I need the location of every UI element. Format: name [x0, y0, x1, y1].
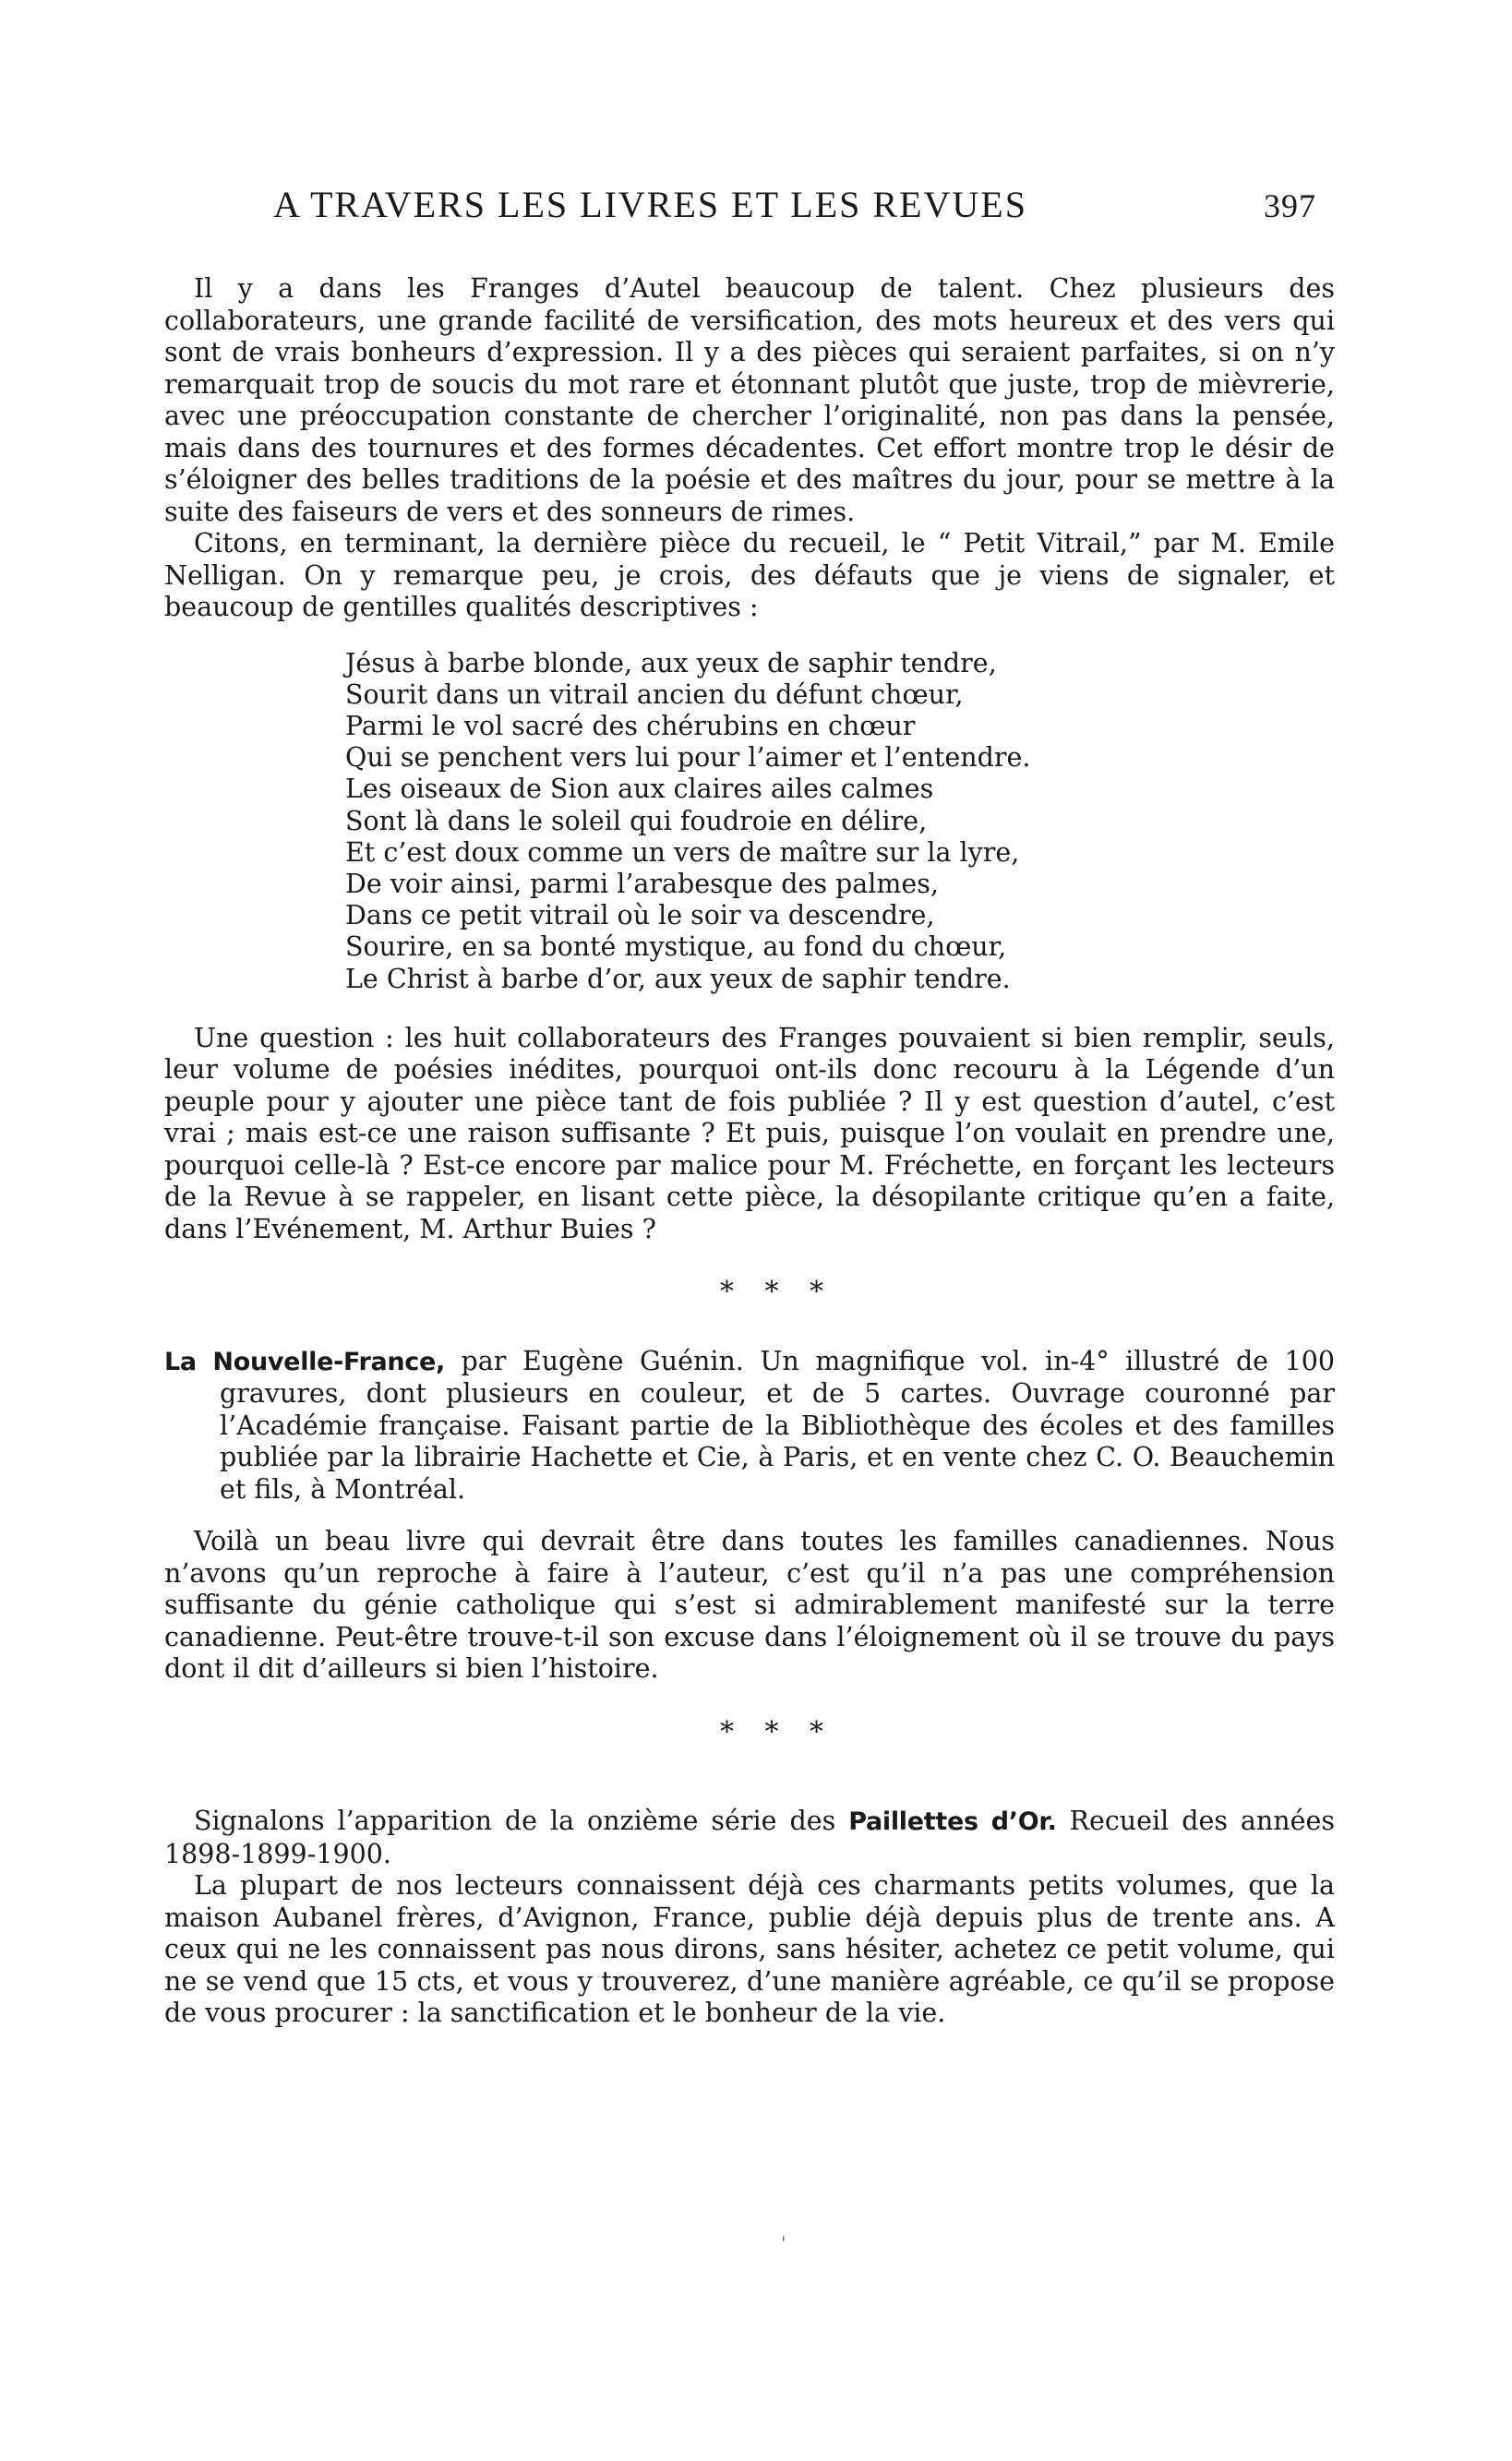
poem-line: De voir ainsi, parmi l’arabesque des palmes, — [345, 868, 939, 899]
entry-title: La Nouvelle-France, — [164, 1347, 445, 1376]
entry-nouvelle-france — [164, 1346, 1335, 1507]
page-number: 397 — [1264, 187, 1316, 224]
paragraph-paillettes-review: La plupart de nos lecteurs connaissent déjà ces charmants petits volumes, que la maison Aubanel frères, d’Avignon, France, publie déjà depuis plus de trente ans. A ceux qui ne les connaissent pas nous dirons, sans hésiter, achetez ce petit volume, qui ne se vend que 15 cts, et vous y trouverez, d’une manière agréable, ce qu’il se propose de vous procurer : la sanctification et le bonheur de la vie. — [164, 1870, 1335, 2029]
poem-line: Les oiseaux de Sion aux claires ailes calmes — [345, 774, 934, 805]
poem-petit-vitrail — [345, 648, 1335, 995]
poem-line: Jésus à barbe blonde, aux yeux de saphir tendre, — [345, 647, 997, 678]
paragraph-question: Une question : les huit collaborateurs des Franges pouvaient si bien remplir, seuls, leur volume de poésies inédites, pourquoi ont-ils donc recouru à la Légende d’un peuple pour y ajouter une pièce tant de fois publiée ? Il y est question d’autel, c’est vrai ; mais est-ce une raison suffisante ? Et puis, puisque l’on voulait en prendre une, pourquoi celle-là ? Est-ce encore par malice pour M. Fréchette, en forçant les lecteurs de la Revue à se rappeler, en lisant cette pièce, la désopilante critique qu’en a faite, dans l’Evénement, M. Arthur Buies ? — [164, 1022, 1335, 1244]
paragraph-nouvelle-france-review: Voilà un beau livre qui devrait être dans toutes les familles canadiennes. Nous n’avons qu’un reproche à faire à l’auteur, c’est qu’il n’a pas une compréhension suffisante du génie catholique qui s’est si admirablement manifesté sur la terre canadienne. Peut-être trouve-t-il son excuse dans l’éloignement où il se trouve du pays dont il dit d’ailleurs si bien l’histoire. — [164, 1526, 1335, 1685]
poem-line: Dans ce petit vitrail où le soir va descendre, — [345, 900, 935, 931]
intro-text-after: Recueil des années 1898-1899-1900. — [164, 1806, 1335, 1869]
poem-line: Qui se penchent vers lui pour l’aimer et l’entendre. — [345, 742, 1031, 774]
body-text — [164, 273, 1335, 2030]
section-separator: * * * — [719, 1715, 835, 1748]
paragraph-petit-vitrail-intro: Citons, en terminant, la dernière pièce du recueil, le “ Petit Vitrail,” par M. Emile Nelligan. On y remarque peu, je crois, des défauts que je viens de signaler, et beaucoup de gentilles qualités descriptives : — [164, 528, 1335, 622]
poem-line: Sont là dans le soleil qui foudroie en délire, — [345, 805, 928, 836]
running-head — [273, 183, 1316, 226]
poem-line: Parmi le vol sacré des chérubins en chœur — [345, 710, 916, 741]
poem-line: Sourit dans un vitrail ancien du défunt chœur, — [345, 678, 964, 710]
poem-line: Le Christ à barbe d’or, aux yeux de saphir tendre. — [345, 963, 1011, 994]
intro-text: Signalons l’apparition de la onzième série des — [194, 1806, 849, 1837]
paragraph-franges-review: Il y a dans les Franges d’Autel beaucoup de talent. Chez plusieurs des collaborateurs, une grande facilité de versification, des mots heureux et des vers qui sont de vrais bonheurs d’expression. Il y a des pièces qui seraient parfaites, si on n’y remarquait trop de soucis du mot rare et étonnant plutôt que juste, trop de mièvrerie, avec une préoccupation constante de chercher l’originalité, non pas dans la pensée, mais dans des tournures et des formes décadentes. Cet effort montre trop le désir de s’éloigner des belles traditions de la poésie et des maîtres du jour, pour se mettre à la suite des faiseurs de vers et des sonneurs de rimes. — [164, 273, 1335, 527]
section-separator: * * * — [719, 1276, 835, 1309]
stray-mark: ' — [781, 2232, 786, 2254]
paragraph-paillettes-intro — [164, 1806, 1335, 1870]
entry-title-paillettes: Paillettes d’Or. — [848, 1807, 1057, 1837]
running-title: A TRAVERS LES LIVRES ET LES REVUES — [273, 184, 1027, 225]
entry-description: par Eugène Guénin. Un magnifique vol. in-4° illustré de 100 gravures, dont plusieurs en couleur, et de 5 cartes. Ouvrage couronné par l’Académie française. Faisant partie de la Bibliothèque des écoles et des familles publiée par la librairie Hachette et Cie, à Paris, et en vente chez C. O. Beauchemin et fils, à Montréal. — [220, 1345, 1336, 1505]
poem-line: Sourire, en sa bonté mystique, au fond du chœur, — [345, 931, 1007, 963]
poem-line: Et c’est doux comme un vers de maître sur la lyre, — [345, 836, 1020, 868]
